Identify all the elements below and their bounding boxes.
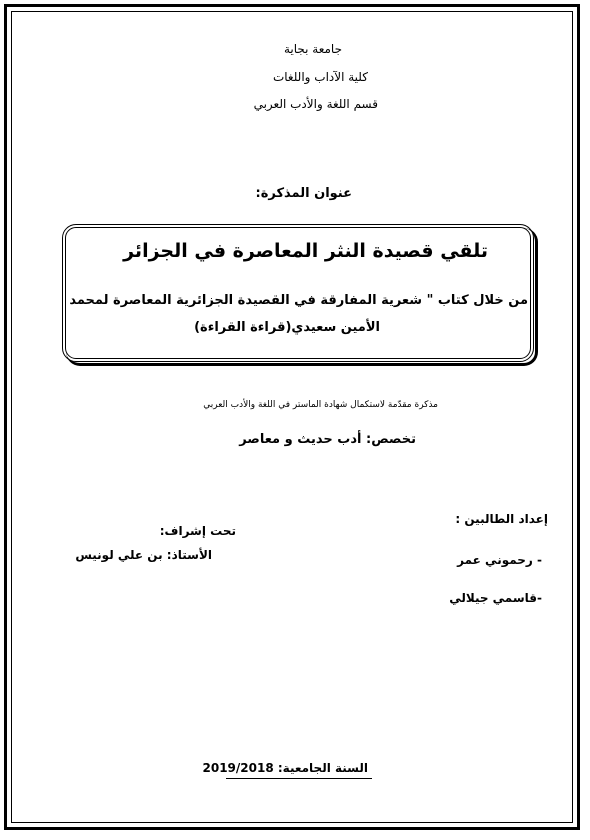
supervisor-label: تحت إشراف: [159,524,236,538]
students-label: إعداد الطالبين : [455,512,548,526]
academic-year: السنة الجامعية: 2019/2018 [202,761,368,775]
faculty-name: كلية الآداب واللغات [272,70,368,84]
academic-year-underline [226,778,372,779]
memo-note: مذكرة مقدّمة لاستكمال شهادة الماستر في اللغة والأدب العربي [203,400,438,410]
student-name: -قاسمي جيلالي [449,591,542,605]
university-name: جامعة بجاية [283,42,342,56]
department-name: قسم اللغة والأدب العربي [253,97,378,111]
thesis-title: تلقي قصيدة النثر المعاصرة في الجزائر [123,240,488,262]
title-label: عنوان المذكرة: [255,186,352,201]
thesis-subtitle-line2: الأمين سعيدي(قراءة القراءة) [194,320,380,335]
student-name: - رحموني عمر [457,553,542,567]
supervisor-name: الأستاذ: بن علي لونيس [75,548,212,562]
page-border-inner [11,11,573,823]
specialization: تخصص: أدب حديث و معاصر [239,432,416,447]
thesis-subtitle-line1: من خلال كتاب " شعرية المفارقة في القصيدة الجزائرية المعاصرة لمحمد [69,293,528,308]
